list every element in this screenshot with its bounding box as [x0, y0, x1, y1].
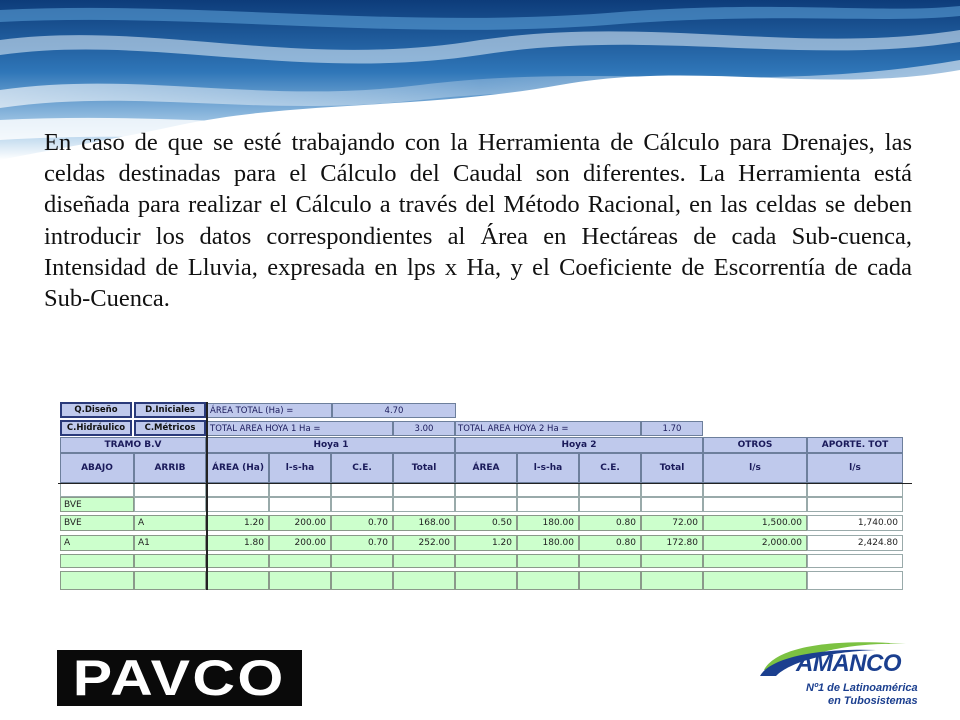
- frozen-column-divider: [206, 402, 208, 590]
- table-cell[interactable]: [269, 497, 331, 512]
- hoya1-header: Hoya 1: [207, 437, 455, 453]
- table-cell[interactable]: [207, 571, 269, 590]
- amanco-tagline-line2: en Tubosistemas: [828, 695, 918, 707]
- table-cell[interactable]: [393, 571, 455, 590]
- table-cell[interactable]: [331, 554, 393, 568]
- pavco-logo-text: PAVCO: [73, 650, 286, 706]
- table-cell[interactable]: 180.00: [517, 515, 579, 531]
- table-cell[interactable]: 200.00: [269, 535, 331, 551]
- table-cell[interactable]: [703, 554, 807, 568]
- table-cell[interactable]: [207, 483, 269, 497]
- hoya1-total-label: TOTAL AREA HOYA 1 Ha =: [207, 421, 393, 436]
- table-cell[interactable]: A: [60, 535, 134, 551]
- table-cell[interactable]: [807, 483, 903, 497]
- body-paragraph: En caso de que se esté trabajando con la Herramienta de Cálculo para Drenajes, las celdas destinadas para el Cálculo del Caudal son diferentes. La Herramienta está diseñada para realizar el Cálculo a través del Método Racional, en las celdas se deben introducir los datos correspondientes al Área en Hectáreas de cada Sub-cuenca, Intensidad de Lluvia, expresada en lps x Ha, y el Coeficiente de Escorrentía de cada Sub-Cuenca.: [44, 129, 912, 313]
- area-total-value[interactable]: 4.70: [332, 403, 456, 418]
- table-cell[interactable]: [269, 554, 331, 568]
- table-cell[interactable]: BVE: [60, 497, 134, 512]
- table-cell[interactable]: [703, 483, 807, 497]
- col-header-total-1: Total: [393, 453, 455, 483]
- table-cell[interactable]: 168.00: [393, 515, 455, 531]
- table-cell[interactable]: 0.50: [455, 515, 517, 531]
- table-cell[interactable]: [703, 497, 807, 512]
- tramo-header: TRAMO B.V: [60, 437, 206, 453]
- table-cell[interactable]: 1,740.00: [807, 515, 903, 531]
- hoya2-total-value[interactable]: 1.70: [641, 421, 703, 436]
- col-header-ce-2: C.E.: [579, 453, 641, 483]
- aporte-header: APORTE. TOT: [807, 437, 903, 453]
- col-header-arrib: ARRIB: [134, 453, 206, 483]
- table-cell[interactable]: [207, 554, 269, 568]
- table-cell[interactable]: [393, 483, 455, 497]
- drainage-spreadsheet: [58, 402, 912, 590]
- table-cell[interactable]: [579, 483, 641, 497]
- table-cell[interactable]: 1.20: [455, 535, 517, 551]
- table-cell[interactable]: 172.80: [641, 535, 703, 551]
- col-header-total-2: Total: [641, 453, 703, 483]
- table-cell[interactable]: [455, 571, 517, 590]
- table-cell[interactable]: 0.70: [331, 515, 393, 531]
- table-cell[interactable]: [641, 497, 703, 512]
- col-header-lsha-1: l-s-ha: [269, 453, 331, 483]
- table-cell[interactable]: [517, 571, 579, 590]
- table-cell[interactable]: A: [134, 515, 206, 531]
- table-cell[interactable]: [579, 497, 641, 512]
- hoya2-header: Hoya 2: [455, 437, 703, 453]
- table-cell[interactable]: [331, 497, 393, 512]
- col-header-otros-ls: l/s: [703, 453, 807, 483]
- table-cell[interactable]: 2,424.80: [807, 535, 903, 551]
- table-cell[interactable]: [134, 483, 206, 497]
- pavco-logo: [57, 650, 302, 706]
- table-cell[interactable]: [393, 554, 455, 568]
- d-iniciales-button[interactable]: D.Iniciales: [134, 402, 206, 418]
- col-header-lsha-2: l-s-ha: [517, 453, 579, 483]
- table-cell[interactable]: [331, 571, 393, 590]
- table-cell[interactable]: [269, 483, 331, 497]
- table-cell[interactable]: 2,000.00: [703, 535, 807, 551]
- table-cell[interactable]: [517, 497, 579, 512]
- c-hidraulico-button[interactable]: C.Hidráulico: [60, 420, 132, 436]
- amanco-tagline-line1: Nº1 de Latinoamérica: [806, 682, 918, 694]
- table-cell[interactable]: [331, 483, 393, 497]
- table-cell[interactable]: [703, 571, 807, 590]
- table-cell[interactable]: [134, 497, 206, 512]
- table-cell[interactable]: [134, 554, 206, 568]
- frozen-row-divider: [58, 483, 912, 484]
- col-header-aporte-ls: l/s: [807, 453, 903, 483]
- table-cell[interactable]: [60, 554, 134, 568]
- table-cell[interactable]: [807, 497, 903, 512]
- table-cell[interactable]: 200.00: [269, 515, 331, 531]
- c-metricos-button[interactable]: C.Métricos: [134, 420, 206, 436]
- q-diseno-button[interactable]: Q.Diseño: [60, 402, 132, 418]
- table-cell[interactable]: 252.00: [393, 535, 455, 551]
- col-header-area-ha: ÁREA (Ha): [207, 453, 269, 483]
- amanco-wordmark: AMANCO: [796, 650, 901, 677]
- table-cell[interactable]: [60, 571, 134, 590]
- table-cell[interactable]: [517, 483, 579, 497]
- table-cell[interactable]: [579, 554, 641, 568]
- table-cell[interactable]: [807, 571, 903, 590]
- table-cell[interactable]: 0.80: [579, 535, 641, 551]
- hoya1-total-value[interactable]: 3.00: [393, 421, 455, 436]
- col-header-abajo: ABAJO: [60, 453, 134, 483]
- table-cell[interactable]: [207, 497, 269, 512]
- table-cell[interactable]: [455, 554, 517, 568]
- table-cell[interactable]: 1.20: [207, 515, 269, 531]
- table-cell[interactable]: 0.70: [331, 535, 393, 551]
- amanco-logo: [756, 636, 926, 716]
- table-cell[interactable]: [641, 571, 703, 590]
- table-cell[interactable]: 1.80: [207, 535, 269, 551]
- table-cell[interactable]: [393, 497, 455, 512]
- table-cell[interactable]: [134, 571, 206, 590]
- table-cell[interactable]: [60, 483, 134, 497]
- table-cell[interactable]: [455, 483, 517, 497]
- table-cell[interactable]: A1: [134, 535, 206, 551]
- otros-header: OTROS: [703, 437, 807, 453]
- amanco-tagline: [806, 682, 918, 708]
- table-cell[interactable]: 72.00: [641, 515, 703, 531]
- table-cell[interactable]: [517, 554, 579, 568]
- table-cell[interactable]: BVE: [60, 515, 134, 531]
- table-cell[interactable]: [269, 571, 331, 590]
- table-cell[interactable]: [579, 571, 641, 590]
- col-header-ce-1: C.E.: [331, 453, 393, 483]
- area-total-label: ÁREA TOTAL (Ha) =: [207, 403, 332, 418]
- table-cell[interactable]: 180.00: [517, 535, 579, 551]
- hoya2-total-label: TOTAL AREA HOYA 2 Ha =: [455, 421, 641, 436]
- table-cell[interactable]: 1,500.00: [703, 515, 807, 531]
- table-cell[interactable]: [455, 497, 517, 512]
- table-cell[interactable]: [807, 554, 903, 568]
- table-cell[interactable]: 0.80: [579, 515, 641, 531]
- col-header-area-2: ÁREA: [455, 453, 517, 483]
- table-cell[interactable]: [641, 483, 703, 497]
- table-cell[interactable]: [641, 554, 703, 568]
